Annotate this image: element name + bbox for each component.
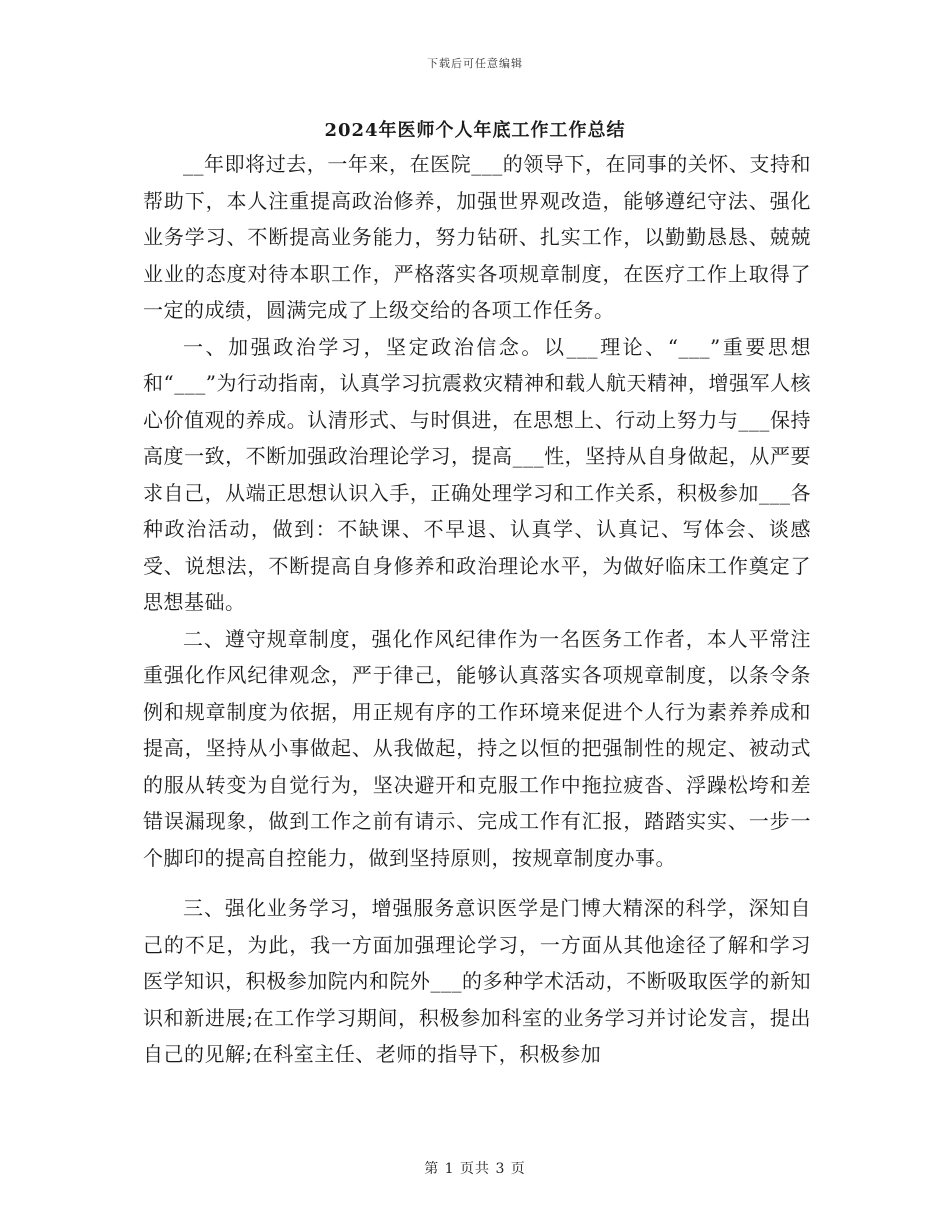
paragraph-section-2: 二、遵守规章制度，强化作风纪律作为一名医务工作者，本人平常注重强化作风纪律观念，严于律己，能够认真落实各项规章制度，以条令条例和规章制度为依据，用正规有序的工作环境来促进个人行为素养养成和提高，坚持从小事做起、从我做起，持之以恒的把强制性的规定、被动式的服从转变为自觉行为，坚决避开和克服工作中拖拉疲沓、浮躁松垮和差错误漏现象，做到工作之前有请示、完成工作有汇报，踏踏实实、一步一个脚印的提高自控能力，做到坚持原则，按规章制度办事。 (143, 626, 811, 870)
document-title: 2024年医师个人年底工作工作总结 (324, 120, 626, 141)
document-body (143, 146, 811, 1073)
paragraph-section-1: 一、加强政治学习，坚定政治信念。以___理论、“___”重要思想和“___”为行动指南，认真学习抗震救灾精神和载人航天精神，增强军人核心价值观的养成。认清形式、与时俱进，在思想上、行动上努力与___保持高度一致，不断加强政治理论学习，提高___性，坚持从自身做起，从严要求自己，从端正思想认识入手，正确处理学习和工作关系，积极参加___各种政治活动，做到：不缺课、不早退、认真学、认真记、写体会、谈感受、说想法，不断提高自身修养和政治理论水平，为做好临床工作奠定了思想基础。 (143, 334, 811, 614)
paragraph-intro: __年即将过去，一年来，在医院___的领导下，在同事的关怀、支持和帮助下，本人注重提高政治修养，加强世界观改造，能够遵纪守法、强化业务学习、不断提高业务能力，努力钻研、扎实工作，以勤勤恳恳、兢兢业业的态度对待本职工作，严格落实各项规章制度，在医疗工作上取得了一定的成绩，圆满完成了上级交给的各项工作任务。 (143, 152, 811, 322)
header-note: 下载后可任意编辑 (427, 57, 523, 70)
paragraph-section-3: 三、强化业务学习，增强服务意识医学是门博大精深的科学，深知自己的不足，为此，我一方面加强理论学习，一方面从其他途径了解和学习医学知识，积极参加院内和院外___的多种学术活动，不断吸取医学的新知识和新进展;在工作学习期间，积极参加科室的业务学习并讨论发言，提出自己的见解;在科室主任、老师的指导下，积极参加 (143, 896, 811, 1066)
page-number-footer: 第 1 页共 3 页 (424, 1161, 526, 1177)
